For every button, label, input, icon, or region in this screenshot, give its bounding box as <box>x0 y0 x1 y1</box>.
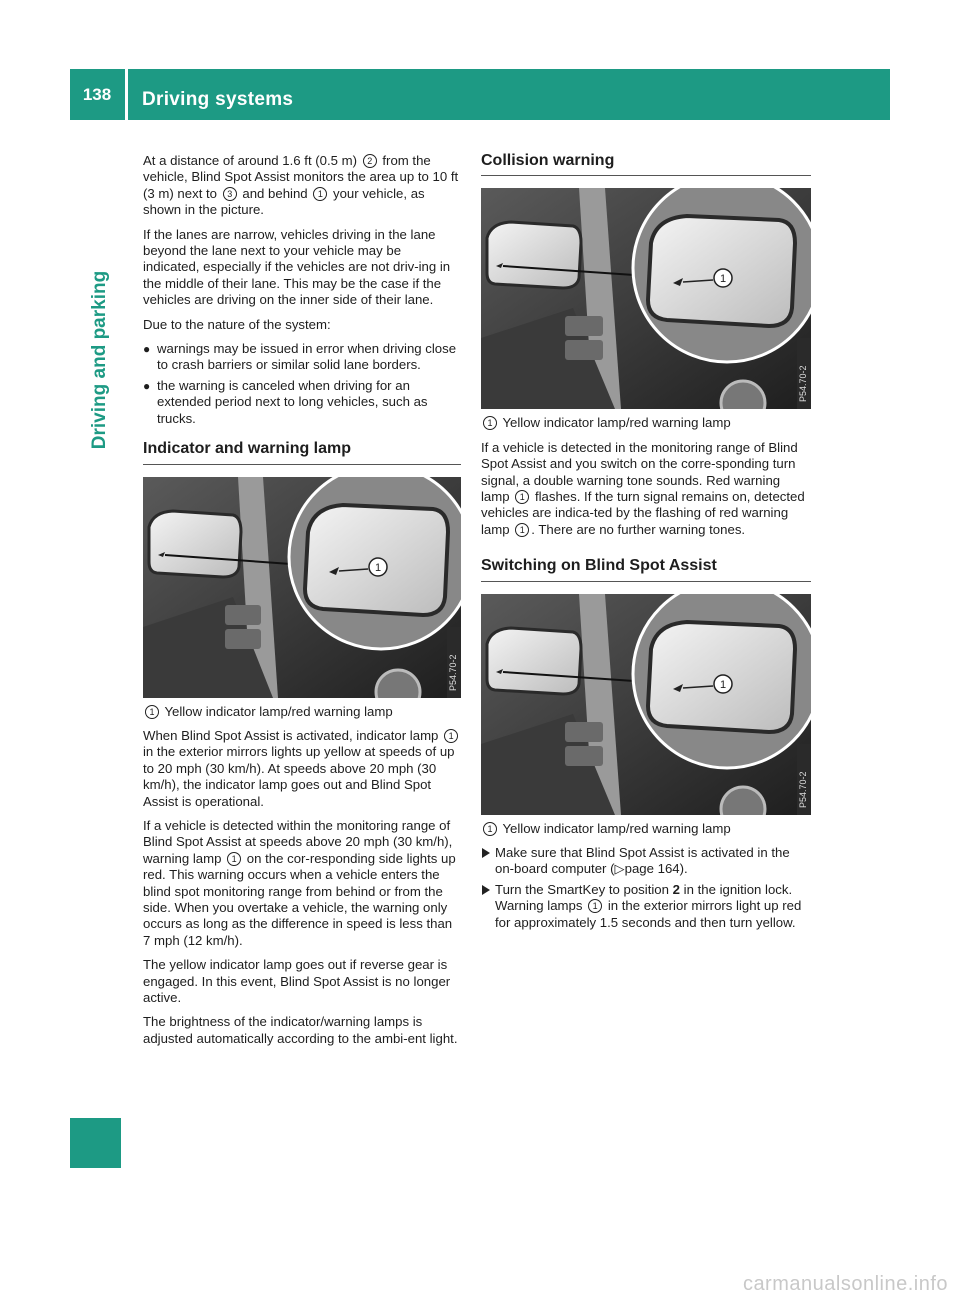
figure-code: P54.70-2 <box>798 771 808 808</box>
figure-marker-1: 1 <box>719 678 727 691</box>
step-arrow-icon <box>482 885 490 895</box>
section-heading-indicator: Indicator and warning lamp <box>143 441 461 464</box>
reverse-gear-paragraph: The yellow indicator lamp goes out if reverse gear is engaged. In this event, Blind Spot Assist is no longer active. <box>143 957 451 1005</box>
marker-1: 1 <box>588 899 602 913</box>
list-item: ● the warning is canceled when driving for an extended period next to long vehicles, such as trucks. <box>143 377 428 426</box>
page-ref-arrow-icon: ▷ <box>614 861 625 877</box>
marker-1: 1 <box>227 852 241 866</box>
figure-code: P54.70-2 <box>798 365 808 403</box>
mirror-illustration-switching <box>481 594 811 815</box>
marker-2: 2 <box>363 154 377 168</box>
section-heading-switching-on: Switching on Blind Spot Assist <box>481 558 811 581</box>
figure-caption: 1 Yellow indicator lamp/red warning lamp <box>481 415 811 431</box>
mirror-illustration-svg <box>143 477 461 698</box>
figure-code: P54.70-2 <box>448 653 458 691</box>
header-divider <box>125 69 128 120</box>
step-arrow-icon <box>482 848 490 858</box>
marker-3: 3 <box>223 187 237 201</box>
section-tab <box>80 230 120 490</box>
page-number: 138 <box>82 85 112 104</box>
system-nature-paragraph: Due to the nature of the system: <box>143 316 331 332</box>
section-heading-collision: Collision warning <box>481 153 811 176</box>
mirror-illustration <box>143 477 461 698</box>
marker-1: 1 <box>483 416 497 430</box>
collision-paragraph: If a vehicle is detected in the monitoring range of Blind Spot Assist and you switch on the corre-sponding turn signal, a double warning tone sounds. Red warning lamp 1 flashes. If the turn signal remains on, detected vehicles are indica-ted by the flashing of red warning lamp 1 . There are no further warning tones. <box>481 439 805 537</box>
left-column <box>143 153 461 1055</box>
marker-1: 1 <box>515 490 529 504</box>
marker-1: 1 <box>444 729 458 743</box>
section-tab-marker <box>70 1118 121 1168</box>
watermark: carmanualsonline.info <box>742 1273 948 1295</box>
activation-paragraph: When Blind Spot Assist is activated, indicator lamp 1 in the exterior mirrors lights up yellow at speeds of up to 20 mph (30 km/h). At speeds above 20 mph (30 km/h), the indicator lamp goes out and Blind Spot Assist is operational. <box>143 728 461 810</box>
figure-marker-1: 1 <box>374 561 382 574</box>
figure-marker-1: 1 <box>719 273 727 286</box>
limitations-list <box>143 341 461 427</box>
figure-caption: 1 Yellow indicator lamp/red warning lamp <box>481 821 811 837</box>
mirror-illustration-svg <box>481 594 811 815</box>
mirror-illustration-collision <box>481 188 811 409</box>
section-tab-label: Driving and parking <box>89 270 110 450</box>
detection-paragraph: If a vehicle is detected within the monitoring range of Blind Spot Assist at speeds above 20 mph (30 km/h), warning lamp 1 on the cor-responding side lights up red. This warning occurs when a vehicle enters the blind spot monitoring range from behind or from the side. When you overtake a vehicle, the warning only occurs as long as the difference in speed is less than 7 mph (12 km/h). <box>143 817 456 948</box>
marker-1: 1 <box>483 822 497 836</box>
marker-1: 1 <box>145 705 159 719</box>
marker-1: 1 <box>313 187 327 201</box>
list-item: ● warnings may be issued in error when driving close to crash barriers or similar solid lane borders. <box>143 341 457 373</box>
steps-list <box>481 845 811 931</box>
page-title: Driving systems <box>142 89 294 110</box>
list-item: Turn the SmartKey to position 2 in the ignition lock. Warning lamps 1 in the exterior mirrors light up red for approximately 1.5 seconds and then turn yellow. <box>481 882 811 931</box>
figure-caption: 1 Yellow indicator lamp/red warning lamp <box>143 704 461 720</box>
mirror-illustration-svg <box>481 188 811 409</box>
brightness-paragraph: The brightness of the indicator/warning lamps is adjusted automatically according to the ambi-ent light. <box>143 1014 458 1046</box>
intro-paragraph: At a distance of around 1.6 ft (0.5 m) 2 from the vehicle, Blind Spot Assist monitors the area up to 10 ft (3 m) next to 3 and behind 1 your vehicle, as shown in the picture. <box>143 153 459 218</box>
list-item: Make sure that Blind Spot Assist is activated in the on-board computer (▷page 164). <box>481 845 811 878</box>
marker-1: 1 <box>515 523 529 537</box>
narrow-lanes-paragraph: If the lanes are narrow, vehicles driving in the lane beyond the lane next to your vehicle may be indicated, especially if the vehicles are not driv-ing in the middle of their lane. This may be the case if the vehicles are driving on the inner side of their lane. <box>143 226 451 308</box>
right-column <box>481 153 811 939</box>
